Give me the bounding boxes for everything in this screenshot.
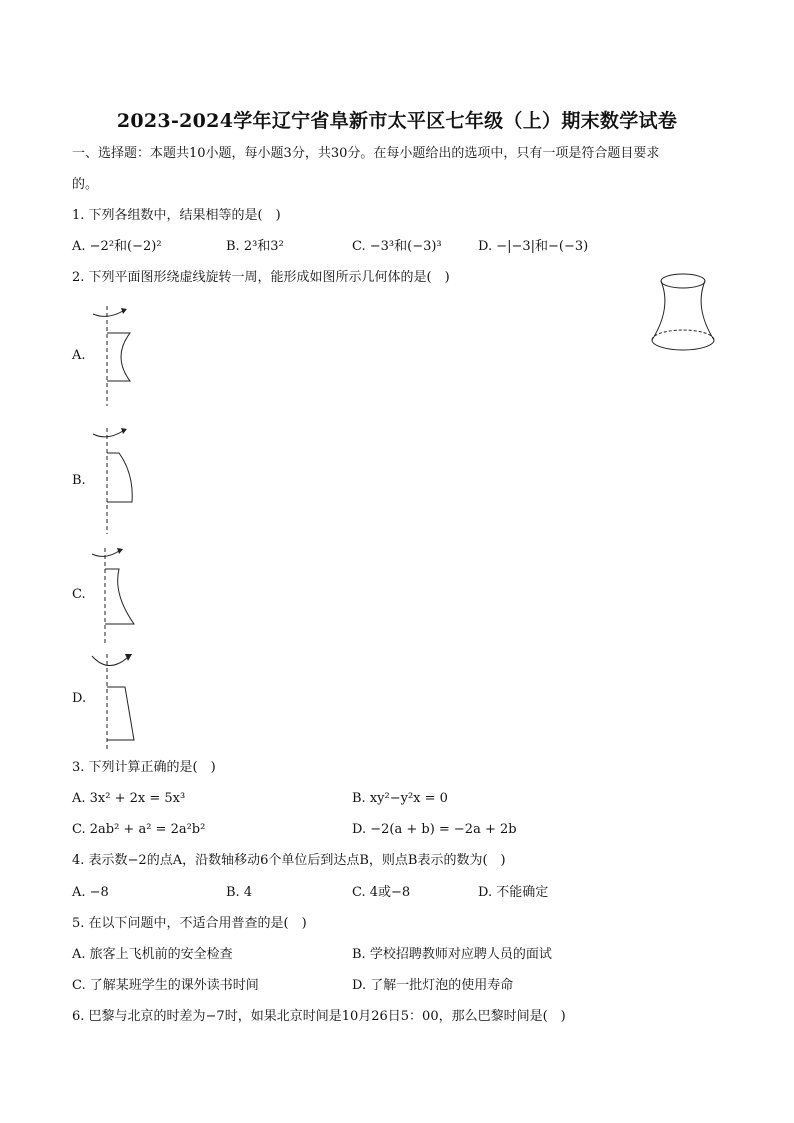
- q6-stem: 6. 巴黎与北京的时差为−7时，如果北京时间是10月26日5：00，那么巴黎时间是( ): [72, 1009, 566, 1024]
- q3-stem: 3. 下列计算正确的是( ): [72, 760, 216, 775]
- q2-option-b-label: B.: [72, 473, 86, 488]
- q2-stem: 2. 下列平面图形绕虚线旋转一周，能形成如图所示几何体的是( ): [72, 270, 450, 285]
- q4-option-c: C. 4或−8: [352, 885, 411, 900]
- q2-option-d-label: D.: [72, 691, 87, 706]
- q3-option-c: C. 2ab² + a² = 2a²b²: [72, 822, 206, 837]
- q2-option-a-label: A.: [72, 348, 86, 363]
- q1-stem: 1. 下列各组数中，结果相等的是( ): [72, 208, 281, 223]
- q4-option-a: A. −8: [72, 885, 109, 900]
- q3-option-a: A. 3x² + 2x = 5x³: [72, 791, 186, 806]
- q2-option-b-figure: [88, 422, 148, 537]
- q5-option-b: B. 学校招聘教师对应聘人员的面试: [352, 947, 552, 962]
- section-heading-cont: 的。: [72, 177, 99, 192]
- q5-stem: 5. 在以下问题中，不适合用普查的是( ): [72, 916, 307, 931]
- q1-option-a: A. −2²和(−2)²: [72, 239, 162, 254]
- section-heading: 一、选择题：本题共10小题，每小题3分，共30分。在每小题给出的选项中，只有一项是符合题目要求: [72, 146, 660, 161]
- q5-option-d: D. 了解一批灯泡的使用寿命: [352, 978, 514, 993]
- q2-option-a-figure: [88, 300, 148, 410]
- page-title: 2023-2024学年辽宁省阜新市太平区七年级（上）期末数学试卷: [116, 110, 678, 132]
- q4-option-d: D. 不能确定: [478, 885, 549, 900]
- q5-option-c: C. 了解某班学生的课外读书时间: [72, 978, 259, 993]
- q3-option-b: B. xy²−y²x = 0: [352, 791, 448, 806]
- q2-solid-figure: [646, 270, 720, 356]
- q2-option-c-figure: [88, 542, 148, 652]
- q1-option-c: C. −3³和(−3)³: [352, 239, 442, 254]
- q5-option-a: A. 旅客上飞机前的安全检查: [72, 947, 233, 962]
- q2-option-d-figure: [88, 648, 148, 758]
- q1-option-d: D. −|−3|和−(−3): [478, 239, 589, 254]
- q2-option-c-label: C.: [72, 587, 86, 602]
- q4-option-b: B. 4: [226, 885, 253, 900]
- q1-option-b: B. 2³和3²: [226, 239, 284, 254]
- q3-option-d: D. −2(a + b) = −2a + 2b: [352, 822, 517, 837]
- q4-stem: 4. 表示数−2的点A，沿数轴移动6个单位后到达点B，则点B表示的数为( ): [72, 853, 506, 868]
